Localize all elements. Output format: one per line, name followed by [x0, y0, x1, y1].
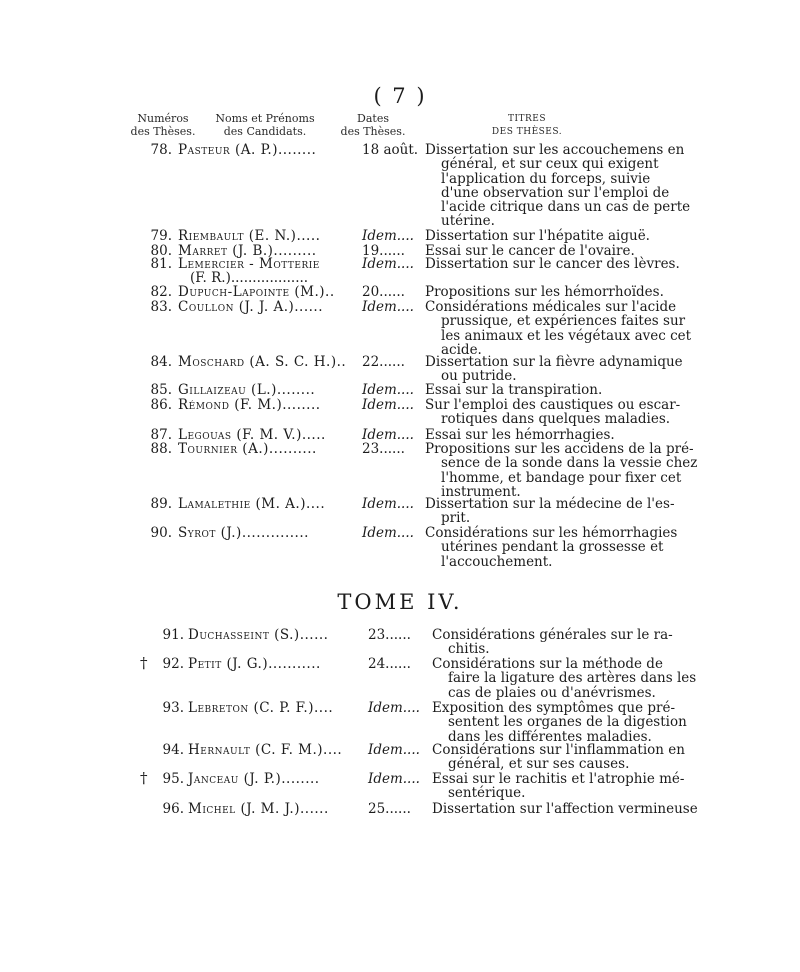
thesis-title-line: chitis. — [448, 641, 490, 658]
candidate-name: Coullon (J. J. A.)...... — [178, 299, 324, 315]
thesis-title-line: prit. — [441, 510, 471, 527]
thesis-title — [425, 256, 680, 272]
thesis-title-line: Propositions sur les hémorrhoïdes. — [425, 284, 664, 300]
thesis-number: 96. — [162, 801, 184, 817]
thesis-date: 23...... — [362, 441, 405, 457]
thesis-date: 20...... — [362, 284, 405, 300]
thesis-title-line: sentent les organes de la digestion — [448, 714, 687, 731]
thesis-title-line: Dissertation sur l'affection vermineuse — [432, 801, 698, 817]
candidate-name: Marret (J. B.)......... — [178, 243, 317, 259]
thesis-title-line: Sur l'emploi des caustiques ou escar- — [425, 397, 681, 413]
candidate-name: Syrot (J.).............. — [178, 525, 309, 541]
thesis-title-line: Considérations sur l'inflammation en — [432, 742, 685, 758]
thesis-date: Idem.... — [368, 742, 420, 758]
candidate-name: Legouas (F. M. V.)..... — [178, 427, 326, 443]
thesis-title — [425, 229, 657, 243]
thesis-title — [425, 284, 664, 300]
header-dates: Dates des Thèses. — [340, 112, 406, 138]
thesis-title — [432, 700, 687, 745]
thesis-title-line: les animaux et les végétaux avec cet — [441, 327, 692, 344]
thesis-date: Idem.... — [362, 397, 414, 413]
thesis-date: 24...... — [368, 656, 411, 672]
thesis-title-line: Dissertation sur la fièvre adynamique — [425, 354, 683, 370]
thesis-title-line: cas de plaies ou d'anévrismes. — [448, 684, 656, 701]
thesis-title-line: Propositions sur les accidens de la pré- — [425, 441, 694, 457]
candidate-name: Gillaizeau (L.)........ — [178, 382, 316, 398]
candidate-name: Hernault (C. F. M.).... — [188, 742, 343, 758]
candidate-name: Riembault (E. N.)..... — [178, 228, 321, 244]
candidate-name: Dupuch-Lapointe (M.).. — [178, 284, 335, 300]
candidate-name: Petit (J. G.)........... — [188, 656, 321, 672]
thesis-number: 86. — [150, 397, 172, 413]
thesis-number: 81. — [150, 256, 172, 272]
thesis-number: 90. — [150, 525, 172, 541]
thesis-number: 82. — [150, 284, 172, 300]
thesis-title — [432, 801, 698, 817]
thesis-title — [432, 771, 685, 802]
thesis-title — [432, 627, 673, 658]
thesis-date: Idem.... — [362, 299, 414, 315]
thesis-title-line: Dissertation sur l'hépatite aiguë. — [425, 228, 650, 244]
thesis-title — [425, 496, 675, 527]
tome-heading: TOME IV. — [337, 590, 463, 614]
thesis-number: 80. — [150, 243, 172, 259]
thesis-title-line: Essai sur le rachitis et l'atrophie mé- — [432, 771, 685, 787]
thesis-title-line: Essai sur la transpiration. — [425, 382, 603, 398]
thesis-title — [432, 742, 685, 773]
thesis-number: 88. — [150, 441, 172, 457]
candidate-name: Lebreton (C. P. F.).... — [188, 700, 334, 716]
candidate-name: Janceau (J. P.)........ — [188, 771, 320, 787]
thesis-number: 87. — [150, 427, 172, 443]
header-noms: Noms et Prénoms des Candidats. — [215, 112, 315, 138]
thesis-title-line: l'homme, et bandage pour fixer cet — [441, 469, 682, 486]
thesis-number: 93. — [162, 700, 184, 716]
thesis-title-line: sentérique. — [448, 785, 526, 802]
thesis-title-line: l'accouchement. — [441, 553, 553, 570]
thesis-title-line: général, et sur ceux qui exigent — [441, 156, 659, 173]
thesis-title — [425, 441, 698, 500]
thesis-date: Idem.... — [362, 228, 414, 244]
thesis-date: Idem.... — [362, 496, 414, 512]
candidate-name: Rémond (F. M.)........ — [178, 397, 321, 413]
candidate-name: Lamalethie (M. A.).... — [178, 496, 326, 512]
candidate-name: Michel (J. M. J.)...... — [188, 801, 329, 817]
thesis-number: 78. — [150, 142, 172, 158]
thesis-date: Idem.... — [362, 256, 414, 272]
thesis-date: 19...... — [362, 243, 405, 259]
thesis-title-line: Considérations générales sur le ra- — [432, 627, 673, 643]
candidate-name-continued: (F. R.).................. — [190, 270, 309, 287]
thesis-date: Idem.... — [362, 427, 414, 443]
thesis-number: 83. — [150, 299, 172, 315]
thesis-title-line: Essai sur le cancer de l'ovaire. — [425, 243, 635, 259]
thesis-title — [432, 656, 697, 701]
thesis-date: 25...... — [368, 801, 411, 817]
thesis-date: 22...... — [362, 354, 405, 370]
thesis-title-line: prussique, et expériences faites sur — [441, 313, 686, 330]
thesis-title — [425, 354, 683, 385]
thesis-title-line: général, et sur ses causes. — [448, 756, 630, 773]
thesis-title — [425, 383, 657, 397]
thesis-number: 79. — [150, 228, 172, 244]
thesis-title-line: Dissertation sur les accouchemens en — [425, 142, 685, 158]
thesis-title-line: Exposition des symptômes que pré- — [432, 700, 676, 716]
thesis-title-line: utérine. — [441, 213, 495, 230]
thesis-title — [425, 525, 678, 570]
dagger-mark: † — [140, 654, 148, 672]
thesis-title-line: Essai sur les hémorrhagies. — [425, 427, 615, 443]
thesis-date: Idem.... — [362, 382, 414, 398]
header-titres: TITRES DES THÈSES. — [491, 114, 563, 137]
thesis-title-line: acide. — [441, 341, 482, 358]
candidate-name: Lemercier - Motterie — [178, 256, 320, 272]
thesis-title-line: Considérations sur la méthode de — [432, 656, 663, 672]
thesis-number: 92. — [162, 656, 184, 672]
thesis-title-line: sence de la sonde dans la vessie chez — [441, 455, 698, 472]
thesis-number: 84. — [150, 354, 172, 370]
thesis-date: Idem.... — [362, 525, 414, 541]
candidate-name: Tournier (A.).......... — [178, 441, 317, 457]
thesis-title — [425, 299, 692, 358]
thesis-title-line: l'application du forceps, suivie — [441, 170, 651, 187]
thesis-date: Idem.... — [368, 700, 420, 716]
page-number: ( 7 ) — [373, 84, 427, 108]
thesis-number: 94. — [162, 742, 184, 758]
thesis-number: 89. — [150, 496, 172, 512]
thesis-title — [425, 142, 691, 230]
candidate-name: Duchasseint (S.)...... — [188, 627, 329, 643]
thesis-title-line: faire la ligature des artères dans les — [448, 670, 697, 687]
candidate-name: Pasteur (A. P.)........ — [178, 142, 317, 158]
header-numeros: Numéros des Thèses. — [130, 112, 196, 138]
thesis-number: 91. — [162, 627, 184, 643]
dagger-mark: † — [140, 769, 148, 787]
thesis-title-line: d'une observation sur l'emploi de — [441, 184, 670, 201]
thesis-date: Idem.... — [368, 771, 420, 787]
thesis-title-line: Considérations sur les hémorrhagies — [425, 525, 678, 541]
thesis-title-line: utérines pendant la grossesse et — [441, 539, 664, 556]
thesis-title-line: dans les différentes maladies. — [448, 728, 652, 745]
candidate-name: Moschard (A. S. C. H.).. — [178, 354, 347, 370]
thesis-title — [425, 397, 681, 428]
thesis-number: 85. — [150, 382, 172, 398]
thesis-title-line: instrument. — [441, 483, 521, 500]
thesis-title-line: rotiques dans quelques maladies. — [441, 411, 671, 428]
thesis-title-line: Considérations médicales sur l'acide — [425, 299, 677, 315]
thesis-title-line: Dissertation sur la médecine de l'es- — [425, 496, 675, 512]
thesis-date: 18 août. — [362, 142, 419, 158]
thesis-title-line: l'acide citrique dans un cas de perte — [441, 199, 691, 216]
thesis-title-line: ou putride. — [441, 368, 517, 385]
thesis-title-line: Dissertation sur le cancer des lèvres. — [425, 256, 680, 272]
thesis-number: 95. — [162, 771, 184, 787]
thesis-date: 23...... — [368, 627, 411, 643]
